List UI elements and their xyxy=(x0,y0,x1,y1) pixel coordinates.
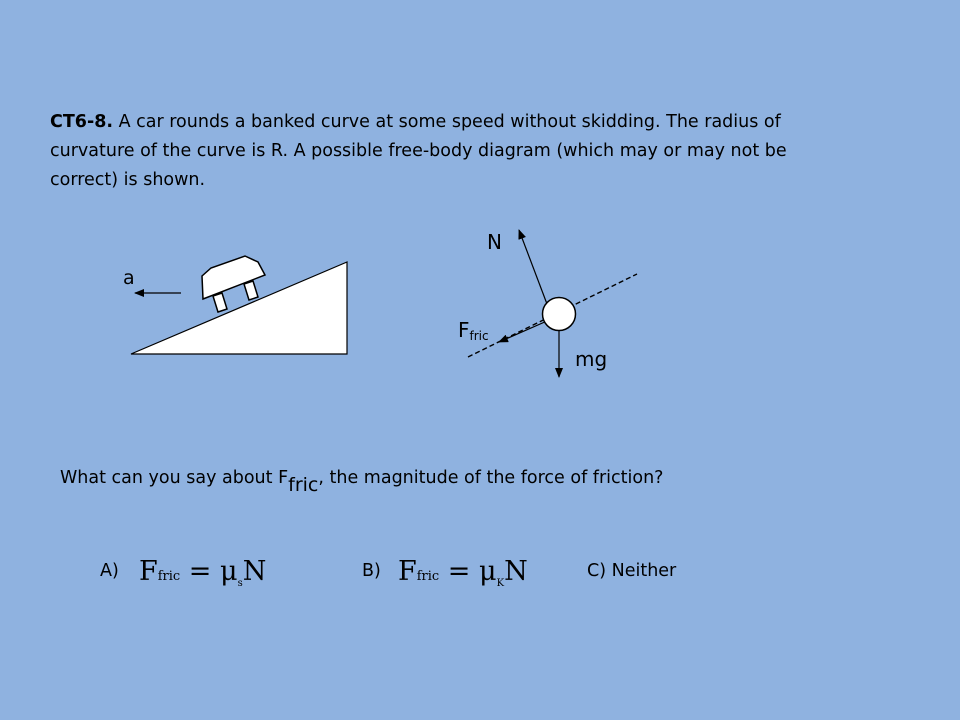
problem-id: CT6-8. xyxy=(50,112,114,132)
banked-curve-diagram xyxy=(123,256,347,354)
question-fric-subscript: fric xyxy=(288,474,319,496)
friction-force-arrow xyxy=(499,321,547,342)
problem-text: A car rounds a banked curve at some speed without skidding. The radius of curvature of the curve is R. A possible free-body diagram (which may or may not be correct) is shown. xyxy=(50,112,787,190)
acceleration-label: a xyxy=(123,267,135,289)
free-body-diagram xyxy=(458,230,637,377)
option-b-label[interactable]: B) xyxy=(362,561,381,581)
body-circle xyxy=(543,298,576,331)
question-text: What can you say about Ffric, the magnitude of the force of friction? xyxy=(60,468,664,496)
option-b-formula: Ffric = $\mu_KN$ xyxy=(398,556,528,589)
friction-force-label: Ffric xyxy=(458,318,489,343)
normal-force-arrow xyxy=(519,230,547,304)
option-a-label[interactable]: A) xyxy=(100,561,119,581)
weight-label: mg xyxy=(575,347,608,371)
car-wheel-left xyxy=(213,293,227,312)
normal-force-label: N xyxy=(487,230,502,254)
option-a-formula: Ffric = $\mu_sN$ xyxy=(139,556,267,589)
car-wheel-right xyxy=(244,281,258,300)
option-c-label[interactable]: C) Neither xyxy=(587,561,677,581)
